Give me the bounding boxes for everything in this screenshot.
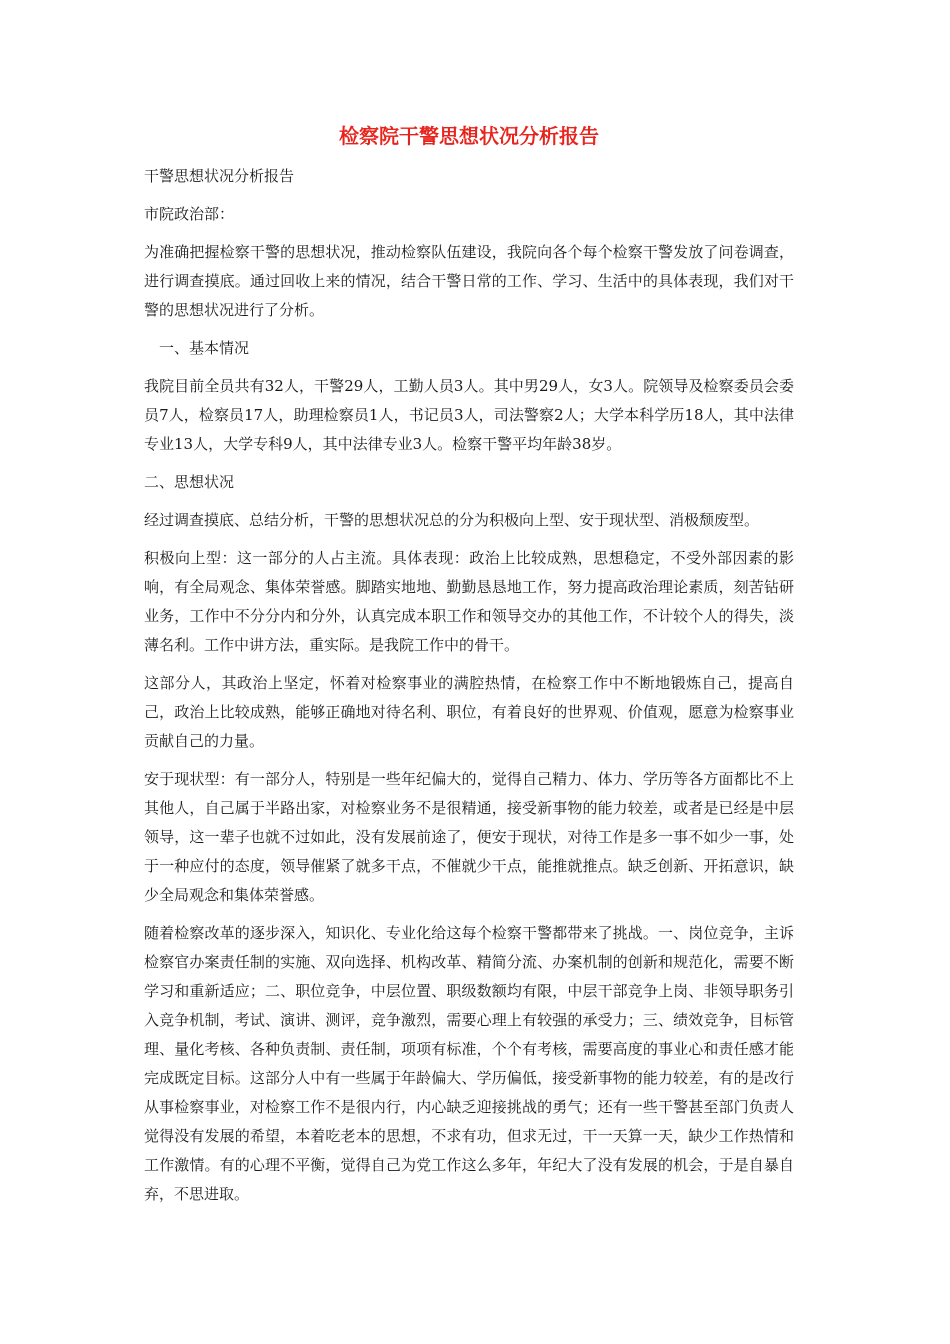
document-page — [144, 122, 794, 1218]
positive-type-continued-paragraph: 这部分人，其政治上坚定，怀着对检察事业的满腔热情，在检察工作中不断地锻炼自己，提高自己，政治上比较成熟，能够正确地对待名利、职位，有着良好的世界观、价值观，愿意为检察事业贡献自己的力量。 — [144, 674, 794, 750]
status-quo-type-paragraph: 安于现状型：有一部分人，特别是一些年纪偏大的，觉得自己精力、体力、学历等各方面都比不上其他人，自己属于半路出家，对检察业务不是很精通，接受新事物的能力较差，或者是已经是中层领导，这一辈子也就不过如此，没有发展前途了，便安于现状，对待工作是多一事不如少一事，处于一种应付的态度，领导催紧了就多干点，不催就少干点，能推就推点。缺乏创新、开拓意识，缺少全局观念和集体荣誉感。 — [144, 770, 794, 904]
thought-status-intro-paragraph: 经过调查摸底、总结分析，干警的思想状况总的分为积极向上型、安于现状型、消极颓废型。 — [144, 511, 760, 529]
reform-challenge-paragraph: 随着检察改革的逐步深入，知识化、专业化给这每个检察干警都带来了挑战。一、岗位竞争，主诉检察官办案责任制的实施、双向选择、机构改革、精简分流、办案机制的创新和规范化，需要不断学习和重新适应；二、职位竞争，中层位置、职级数额均有限，中层干部竞争上岗、非领导职务引入竞争机制，考试、演讲、测评，竞争激烈，需要心理上有较强的承受力；三、绩效竞争，目标管理、量化考核、各种负责制、责任制，项项有标准，个个有考核，需要高度的事业心和责任感才能完成既定目标。这部分人中有一些属于年龄偏大、学历偏低，接受新事物的能力较差，有的是改行从事检察事业，对检察工作不是很内行，内心缺乏迎接挑战的勇气；还有一些干警甚至部门负责人觉得没有发展的希望，本着吃老本的思想，不求有功，但求无过，干一天算一天，缺少工作热情和工作激情。有的心理不平衡，觉得自己为党工作这么多年，年纪大了没有发展的机会，于是自暴自弃，不思进取。 — [144, 924, 794, 1203]
intro-paragraph: 为准确把握检察干警的思想状况，推动检察队伍建设，我院向各个每个检察干警发放了问卷调查，进行调查摸底。通过回收上来的情况，结合干警日常的工作、学习、生活中的具体表现，我们对干警的思想状况进行了分析。 — [144, 243, 794, 319]
basic-info-paragraph: 我院目前全员共有32人，干警29人，工勤人员3人。其中男29人，女3人。院领导及检察委员会委员7人，检察员17人，助理检察员1人，书记员3人，司法警察2人；大学本科学历18人，其中法律专业13人，大学专科9人，其中法律专业3人。检察干警平均年龄38岁。 — [144, 377, 794, 453]
recipient-line: 市院政治部： — [144, 205, 235, 223]
document-title: 检察院干警思想状况分析报告 — [339, 124, 599, 148]
document-subtitle: 干警思想状况分析报告 — [144, 167, 295, 185]
section-heading-basic-info: 一、基本情况 — [159, 339, 250, 357]
positive-type-paragraph: 积极向上型：这一部分的人占主流。具体表现：政治上比较成熟，思想稳定，不受外部因素的影响，有全局观念、集体荣誉感。脚踏实地地、勤勤恳恳地工作，努力提高政治理论素质，刻苦钻研业务，工作中不分分内和分外，认真完成本职工作和领导交办的其他工作，不计较个人的得失，淡薄名利。工作中讲方法，重实际。是我院工作中的骨干。 — [144, 549, 794, 654]
section-heading-thought-status: 二、思想状况 — [144, 473, 235, 491]
